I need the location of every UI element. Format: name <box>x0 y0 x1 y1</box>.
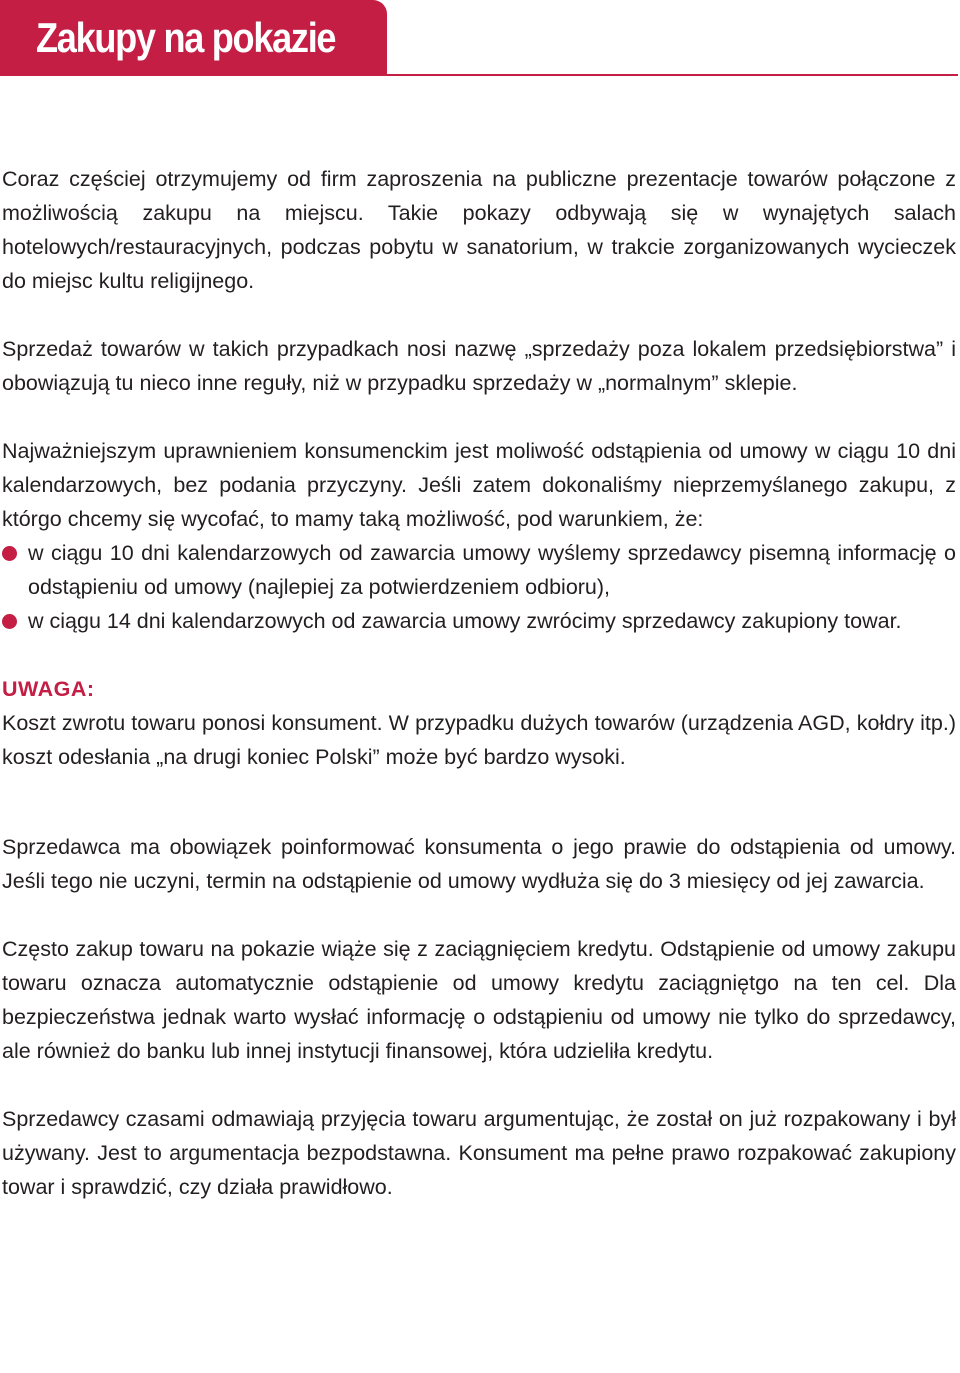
list-item <box>2 604 956 638</box>
article-body <box>2 162 956 1204</box>
warning-text: Koszt zwrotu towaru ponosi konsument. W przypadku dużych towarów (urządzenia AGD, kołdry itp.) koszt odesłania „na drugi koniec Polski” może być bardzo wysoki. <box>2 711 956 769</box>
page-title: Zakupy na pokazie <box>36 14 336 61</box>
paragraph-rights: Najważniejszym uprawnieniem konsumenckim jest moliwość odstąpienia od umowy w ciągu 10 dni kalendarzowych, bez podania przyczyny. Jeśli zatem dokonaliśmy nieprzemyślanego zakupu, z którgo chcemy się wycofać, to mamy taką możliwość, pod warunkiem, że: <box>2 439 956 531</box>
list-item-text: w ciągu 10 dni kalendarzowych od zawarcia umowy wyślemy sprzedawcy pisemną informację o odstąpieniu od umowy (najlepiej za potwierdzeniem odbioru), <box>28 541 956 599</box>
bullet-dot-icon <box>2 546 17 561</box>
paragraph-definition: Sprzedaż towarów w takich przypadkach nosi nazwę „sprzedaży poza lokalem przedsiębiorstwa” i obowiązują tu nieco inne reguły, niż w przypadku sprzedaży w „normalnym” sklepie. <box>2 337 956 395</box>
conditions-list <box>2 536 956 638</box>
page-header <box>0 0 960 80</box>
paragraph-unpacking: Sprzedawcy czasami odmawiają przyjęcia towaru argumentując, że został on już rozpakowany i był używany. Jest to argumentacja bezpodstawna. Konsument ma pełne prawo rozpakować zakupiony towar i sprawdzić, czy działa prawidłowo. <box>2 1107 956 1199</box>
paragraph-seller-duty: Sprzedawca ma obowiązek poinformować konsumenta o jego prawie do odstąpienia od umowy. Jeśli tego nie uczyni, termin na odstąpienie od umowy wydłuża się do 3 miesięcy od jej zawarcia. <box>2 835 956 893</box>
paragraph-credit: Często zakup towaru na pokazie wiąże się z zaciągnięciem kredytu. Odstąpienie od umowy zakupu towaru oznacza automatycznie odstąpienie od umowy kredytu zaciągniętgo na ten cel. Dla bezpieczeństwa jednak warto wysłać informację o odstąpieniu od umowy nie tylko do sprzedawcy, ale również do banku lub innej instytucji finansowej, która udzieliła kredytu. <box>2 937 956 1063</box>
list-item <box>2 536 956 604</box>
warning-label: UWAGA: <box>2 677 95 701</box>
bullet-dot-icon <box>2 614 17 629</box>
list-item-text: w ciągu 14 dni kalendarzowych od zawarcia umowy zwrócimy sprzedawcy zakupiony towar. <box>28 609 902 633</box>
title-banner <box>0 0 387 76</box>
header-rule <box>0 74 958 76</box>
paragraph-intro: Coraz częściej otrzymujemy od firm zaproszenia na publiczne prezentacje towarów połączone z możliwością zakupu na miejscu. Takie pokazy odbywają się w wynajętych salach hotelowych/restauracyjnych, podczas pobytu w sanatorium, w trakcie zorganizowanych wycieczek do miejsc kultu religijnego. <box>2 167 956 293</box>
